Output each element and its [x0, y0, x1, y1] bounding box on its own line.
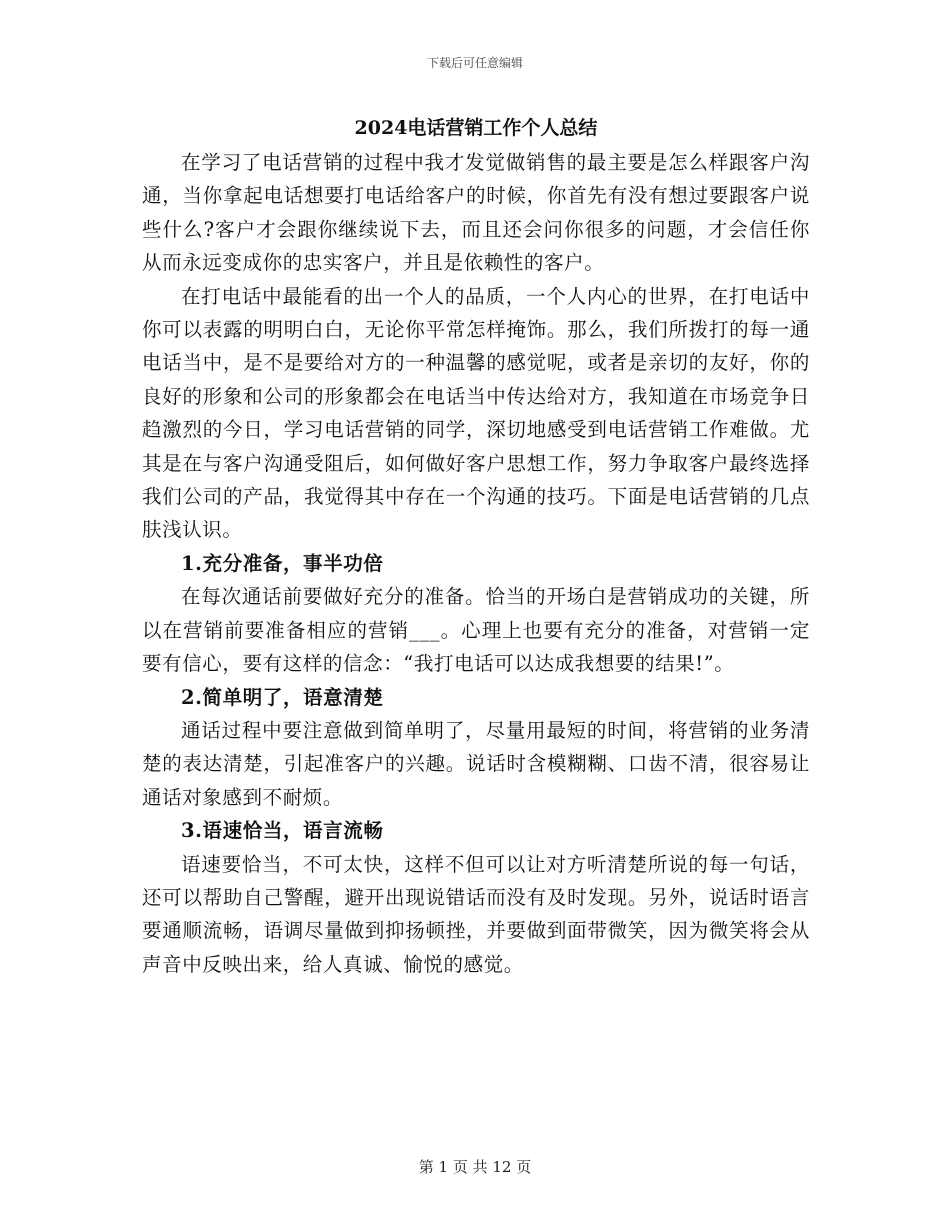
- section-paragraph-1: 在每次通话前要做好充分的准备。恰当的开场白是营销成功的关键，所以在营销前要准备相应的营销___。心理上也要有充分的准备，对营销一定要有信心，要有这样的信念：“我打电话可以达成我想要的结果!”。: [142, 585, 810, 676]
- intro-paragraph-1: 在学习了电话营销的过程中我才发觉做销售的最主要是怎么样跟客户沟通，当你拿起电话想要打电话给客户的时候，你首先有没有想过要跟客户说些什么?客户才会跟你继续说下去，而且还会问你很多的问题，才会信任你从而永远变成你的忠实客户，并且是依赖性的客户。: [142, 151, 810, 275]
- page-header: 下载后可任意编辑: [426, 56, 523, 70]
- section-heading-1: 1.充分准备，事半功倍: [181, 551, 384, 575]
- section-heading-2: 2.简单明了，语意清楚: [181, 685, 384, 709]
- intro-paragraph-2: 在打电话中最能看的出一个人的品质，一个人内心的世界，在打电话中你可以表露的明明白白，无论你平常怎样掩饰。那么，我们所拨打的每一通电话当中，是不是要给对方的一种温馨的感觉呢，或者是亲切的友好，你的良好的形象和公司的形象都会在电话当中传达给对方，我知道在市场竞争日趋激烈的今日，学习电话营销的同学，深切地感受到电话营销工作难做。尤其是在与客户沟通受阻后，如何做好客户思想工作，努力争取客户最终选择我们公司的产品，我觉得其中存在一个沟通的技巧。下面是电话营销的几点肤浅认识。: [142, 284, 810, 542]
- section-heading-3: 3.语速恰当，语言流畅: [181, 819, 384, 843]
- section-paragraph-3: 语速要恰当，不可太快，这样不但可以让对方听清楚所说的每一句话，还可以帮助自己警醒，避开出现说错话而没有及时发现。另外，说话时语言要通顺流畅，语调尽量做到抑扬顿挫，并要做到面带微笑，因为微笑将会从声音中反映出来，给人真诚、愉悦的感觉。: [142, 852, 810, 976]
- page-footer: 第 1 页 共 12 页: [418, 1158, 532, 1176]
- document-body: [142, 110, 810, 981]
- section-paragraph-2: 通话过程中要注意做到简单明了，尽量用最短的时间，将营销的业务清楚的表达清楚，引起准客户的兴趣。说话时含模糊糊、口齿不清，很容易让通话对象感到不耐烦。: [142, 718, 810, 809]
- document-title: 2024电话营销工作个人总结: [354, 117, 598, 139]
